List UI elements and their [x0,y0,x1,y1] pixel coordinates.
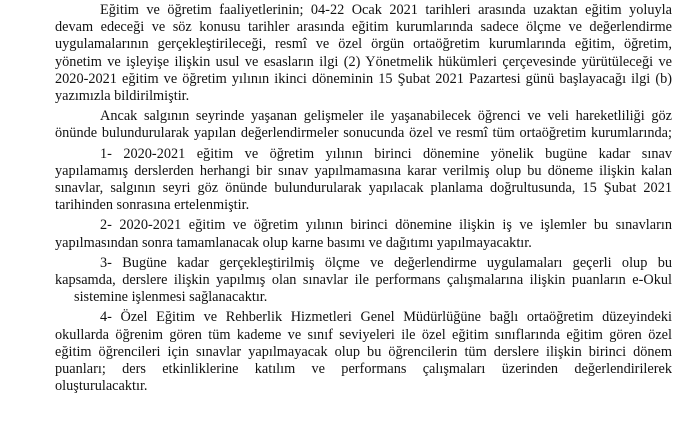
text-line: sistemine işlenmesi sağlanacaktır. [74,289,268,306]
paragraph-item-3 [10,255,672,307]
paragraph-item-1 [10,146,672,215]
text-line: puanları; ders etkinliklerine katılım ve performans çalışmaları üzerinden değerlendirilerek [55,361,672,378]
text-line: yapılamamış derslerden herhangi bir sınav yapılmamasına karar verilmiş olup bu döneme ilişkin kalan [55,162,672,179]
text-line: yazımızla bildirilmiştir. [55,88,190,105]
text-line: sınavlar, salgının seyri göz önünde bulundurularak yapılacak planlama doğrultusunda, 15 Şubat 2021 [55,180,672,197]
text-line: 2- 2020-2021 eğitim ve öğretim yılının birinci dönemine ilişkin iş ve işlemler bu sınavların [100,217,672,234]
text-line: yapılmasından sonra tamamlanacak olup karne basımı ve dağıtımı yapılmayacaktır. [55,234,532,251]
text-line: önünde bulundurularak yapılan değerlendirmeler sonucunda özel ve resmî tüm ortaöğretim kurumlarında; [55,125,672,142]
document-body [10,2,672,398]
text-line: tarihinden sonrasına ertelenmiştir. [55,197,250,214]
text-line: eğitim öğrencileri için sınavlar yapılmayacak olup bu öğrencilerin tüm derslere ilişkin birinci dönem [55,343,672,360]
text-line: Eğitim ve öğretim faaliyetlerinin; 04-22 Ocak 2021 tarihleri arasında uzaktan eğitim yoluyla [100,2,672,18]
text-line: 4- Özel Eğitim ve Rehberlik Hizmetleri Genel Müdürlüğüne bağlı ortaöğretim düzeyindeki [100,309,672,326]
text-line: yönetim ve işleyişe ilişkin usul ve esasların ilgi (2) Yönetmelik hükümleri çerçevesinde yürütüleceği ve [55,53,672,70]
paragraph-item-4 [10,309,672,395]
paragraph-intro [10,2,672,105]
text-line: 1- 2020-2021 eğitim ve öğretim yılının birinci dönemine yönelik bugüne kadar sınav [100,145,672,162]
paragraph-item-2 [10,217,672,251]
paragraph-however [10,108,672,142]
text-line: devam edeceği ve söz konusu tarihler arasında eğitim kurumlarında sadece ölçme ve değerlendirme [55,19,672,36]
text-line: uygulamalarının gerçekleştirileceği, resmî ve özel örgün ortaöğretim kurumlarında eğitim, öğretim, [55,36,672,53]
text-line: 3- Bugüne kadar gerçekleştirilmiş ölçme ve değerlendirme uygulamaları geçerli olup bu [100,254,672,271]
text-line: okullarda öğrenim gören tüm kademe ve sınıf seviyeleri ile özel eğitim sınıflarında eğitim gören özel [55,326,672,343]
text-line: Ancak salgının seyrinde yaşanan gelişmeler ile yaşanabilecek öğrenci ve veli hareketliliği göz [100,108,672,125]
text-line: kapsamda, derslere ilişkin yapılmış olan sınavlar ile performans çalışmalarına ilişkin puanların e-Okul [55,272,672,289]
text-line: oluşturulacaktır. [55,378,148,395]
text-line: 2020-2021 eğitim ve öğretim yılının ikinci döneminin 15 Şubat 2021 Pazartesi günü başlayacağı ilgi (b) [55,70,672,87]
